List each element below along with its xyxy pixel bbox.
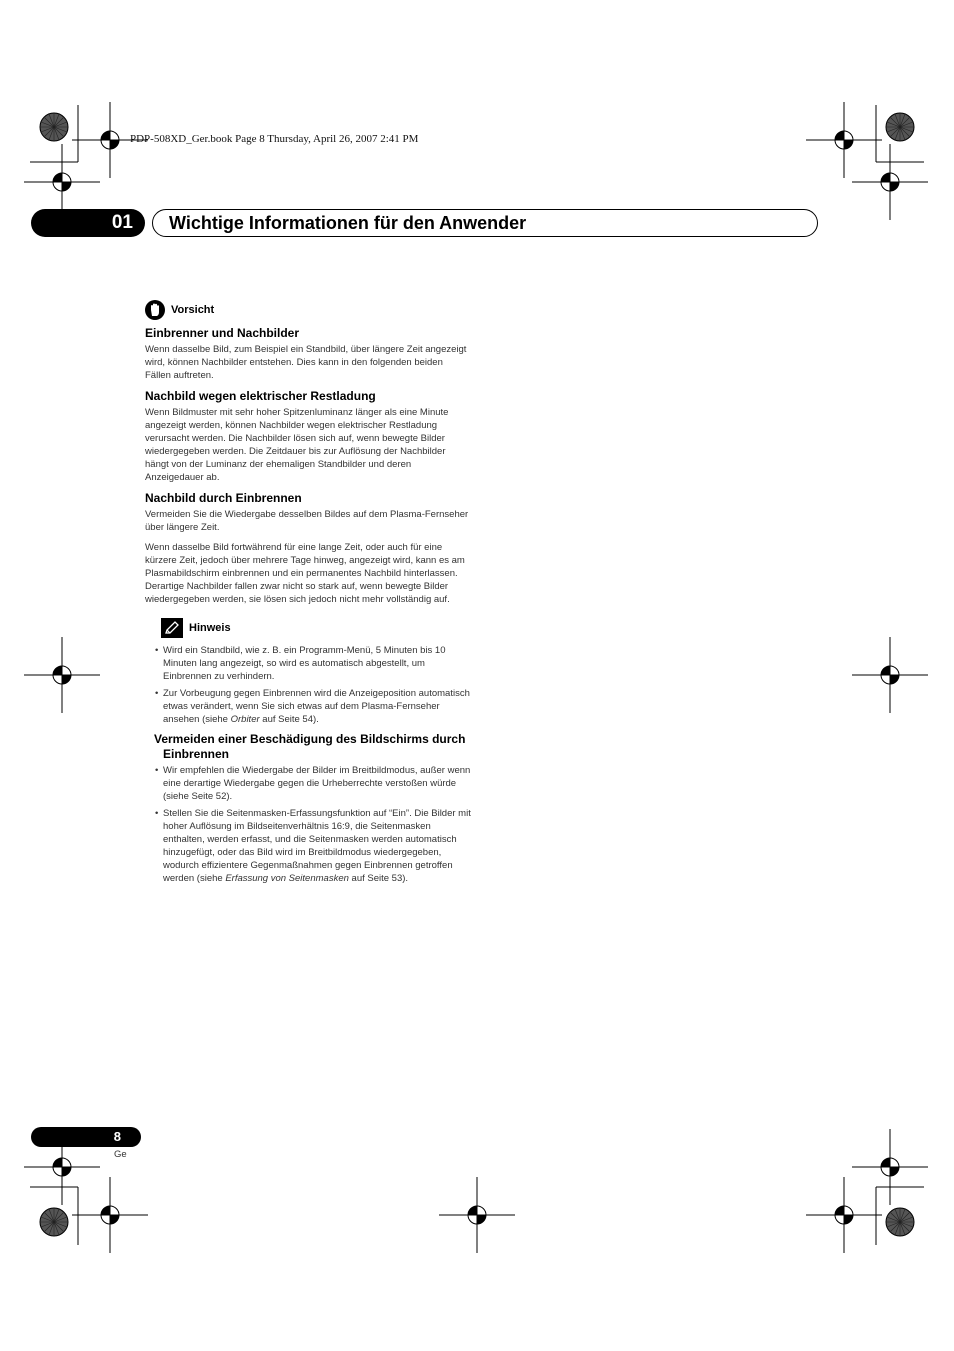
- page-number-badge: 8: [31, 1127, 141, 1147]
- bullet-glyph: •: [155, 808, 159, 819]
- bullet-glyph: •: [155, 688, 159, 699]
- section-heading: Einbrenner und Nachbilder: [145, 326, 300, 340]
- note-list: [145, 644, 471, 726]
- list-item-text: Zur Vorbeugung gegen Einbrennen wird die Anzeigeposition automatisch etwas verändert, wenn Sie sich etwas auf dem Plasma-Fernseher ansehen (siehe: [163, 688, 470, 725]
- note-callout: [145, 618, 471, 638]
- caution-callout: [145, 300, 471, 320]
- chapter-title: Wichtige Informationen für den Anwender: [169, 213, 527, 233]
- prevention-list: [145, 764, 471, 885]
- section-heading: Nachbild durch Einbrennen: [145, 491, 302, 505]
- list-item: [145, 644, 471, 683]
- chapter-number-badge: 01: [31, 209, 145, 237]
- paragraph: Wenn dasselbe Bild fortwährend für eine lange Zeit, oder auch für eine kürzere Zeit, jedoch über mehrere Tage hinweg, angezeigt wird, kann es am Plasmabildschirm einbrennen und ein permanentes Nachbild hinterlassen. Derartige Nachbilder fallen zwar nicht so stark auf, wenn bewegte Bilder wiedergegeben werden, sie lösen sich jedoch nicht mehr vollständig auf.: [145, 542, 465, 605]
- paragraph: Wenn dasselbe Bild, zum Beispiel ein Standbild, über längere Zeit angezeigt wird, können Nachbilder entstehen. Dies kann in den folgenden beiden Fällen auftreten.: [145, 344, 467, 381]
- section-heading: Vermeiden einer Beschädigung des Bildschirms durch Einbrennen: [154, 732, 466, 761]
- list-item-text: auf Seite 53).: [348, 873, 409, 884]
- paragraph: Vermeiden Sie die Wiedergabe desselben Bildes auf dem Plasma-Fernseher über längere Zeit.: [145, 509, 469, 533]
- list-item-text: Wird ein Standbild, wie z. B. ein Programm-Menü, 5 Minuten bis 10 Minuten lang angezeigt, so wird es automatisch abgestellt, um Einbrennen zu verhindern.: [163, 645, 446, 682]
- bullet-glyph: •: [155, 765, 159, 776]
- caution-label: Vorsicht: [171, 304, 215, 316]
- note-label: Hinweis: [189, 622, 231, 634]
- list-item: [145, 687, 471, 726]
- pencil-note-icon: [161, 618, 183, 638]
- hand-stop-icon: [145, 300, 165, 320]
- main-content: [145, 300, 471, 891]
- cross-reference: Erfassung von Seitenmasken: [225, 873, 349, 884]
- print-header: PDP-508XD_Ger.book Page 8 Thursday, April 26, 2007 2:41 PM: [130, 133, 419, 145]
- list-item: [145, 764, 471, 803]
- paragraph: Wenn Bildmuster mit sehr hoher Spitzenluminanz länger als eine Minute angezeigt werden, können Nachbilder wegen elektrischer Restladung verursacht werden. Die Nachbilder lösen sich auf, wenn bewegte Bilder wiedergegeben werden. Die Zeitdauer bis zur Auflösung der Nachbilder hängt von der Luminanz der ehemaligen Standbilder und deren Anzeigedauer ab.: [145, 407, 449, 483]
- list-item: [145, 807, 471, 885]
- chapter-title-box: [152, 209, 818, 237]
- cross-reference: Orbiter: [230, 714, 260, 725]
- list-item-text: auf Seite 54).: [259, 714, 319, 725]
- language-code: Ge: [114, 1149, 127, 1160]
- list-item-text: Wir empfehlen die Wiedergabe der Bilder im Breitbildmodus, außer wenn eine derartige Wiedergabe gegen die Urheberrechte verstoßen würde (siehe Seite 52).: [163, 765, 471, 802]
- list-item-text: Stellen Sie die Seitenmasken-Erfassungsfunktion auf “Ein”. Die Bilder mit hoher Auflösung im Bildseitenverhältnis 16:9, die Seitenmasken enthalten, werden erfasst, und die Seitenmasken werden automatisch hinzugefügt, oder das Bild wird im Breitbildmodus wiedergegeben, wodurch effizientere Gegenmaßnahmen gegen Einbrennen getroffen werden (siehe: [163, 808, 471, 884]
- bullet-glyph: •: [155, 645, 159, 656]
- section-heading: Nachbild wegen elektrischer Restladung: [145, 389, 376, 403]
